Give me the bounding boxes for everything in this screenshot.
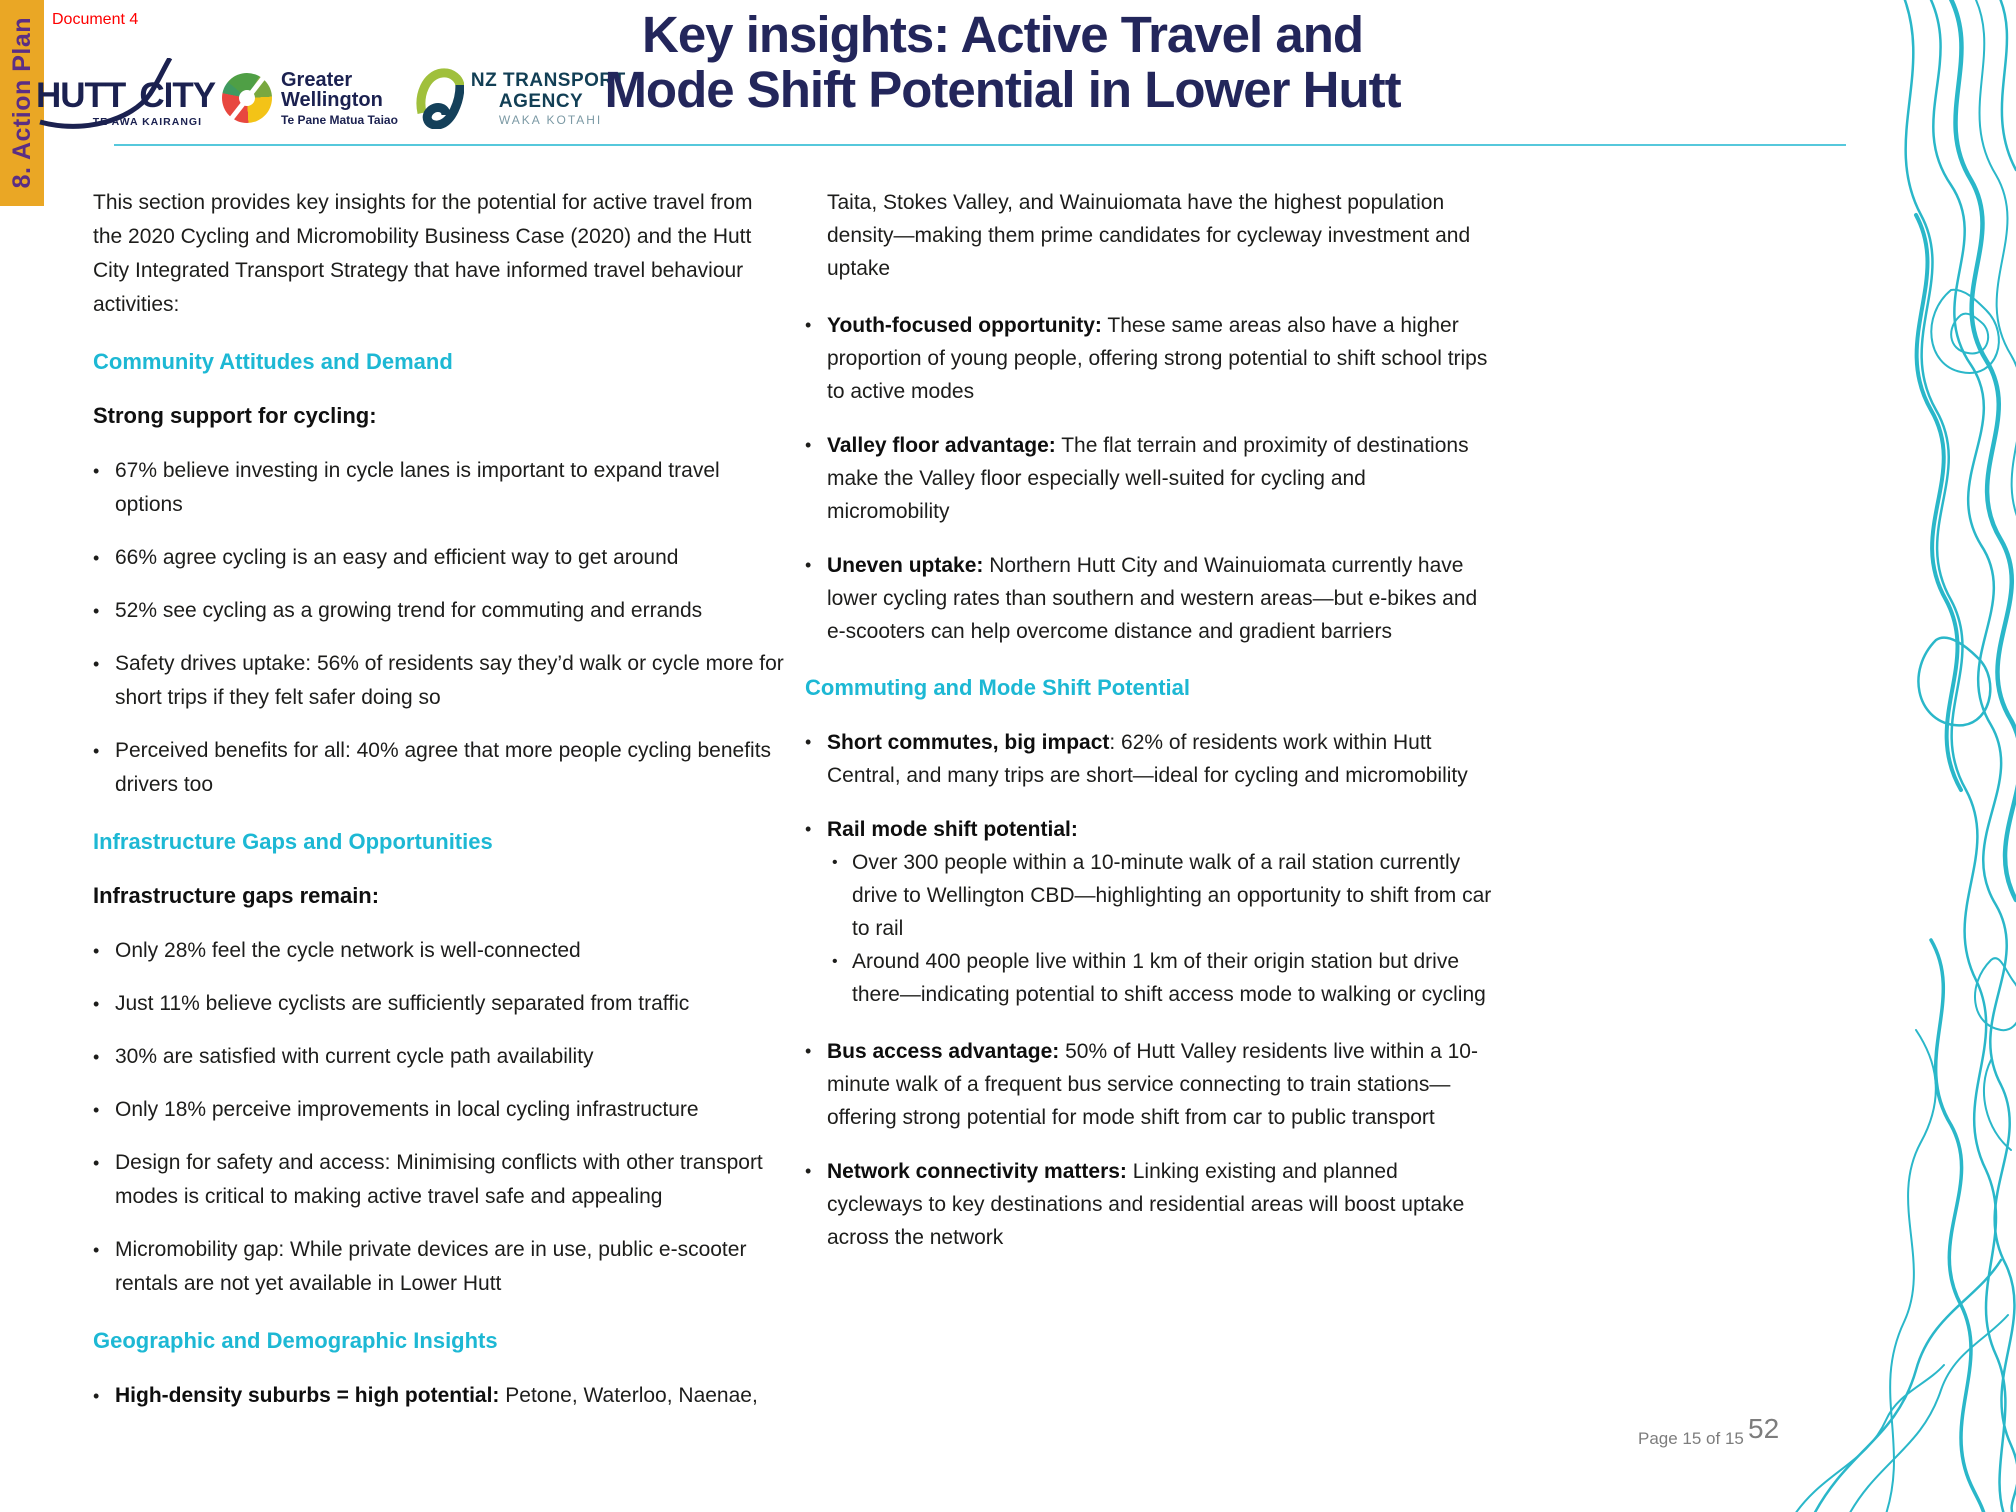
heading-commuting-mode-shift: Commuting and Mode Shift Potential	[805, 675, 1190, 700]
hutt-city-subtitle: TE AWA KAIRANGI	[92, 116, 202, 128]
list-item-bold: Uneven uptake:	[827, 554, 984, 577]
nzta-subtitle: WAKA KOTAHI	[498, 112, 603, 127]
list-item-bold: High-density suburbs = high potential:	[115, 1384, 500, 1407]
list-item-text	[827, 1035, 1493, 1134]
bullet-icon: •	[832, 953, 838, 970]
hutt-city-word2: CITY	[139, 76, 216, 115]
bullet-icon: •	[805, 315, 812, 335]
bullet-icon: •	[93, 548, 100, 568]
page-title-line2: Mode Shift Potential in Lower Hutt	[604, 60, 1401, 118]
list-item-text: Perceived benefits for all: 40% agree that more people cycling benefits drivers too	[115, 739, 772, 796]
bullet-list-geographic	[93, 1379, 787, 1413]
list-item	[93, 734, 787, 802]
hutt-city-word1: HUTT	[36, 76, 126, 115]
bullet-icon: •	[93, 1153, 100, 1173]
list-item-rest: These same areas also have a higher proportion of young people, offering strong potential to shift school trips to active modes	[827, 314, 1488, 403]
page-footer-label: Page 15 of 15	[1638, 1429, 1744, 1448]
page-title	[555, 8, 1450, 117]
list-item-text: 67% believe investing in cycle lanes is important to expand travel options	[115, 459, 720, 516]
list-item-text	[827, 309, 1493, 408]
list-item-text: Micromobility gap: While private devices are in use, public e-scooter rentals are not yet available in Lower Hutt	[115, 1238, 747, 1295]
sub-list-item	[832, 846, 1493, 945]
topographic-pattern-icon	[1786, 0, 2016, 1512]
bullet-icon: •	[805, 1041, 812, 1061]
list-item	[93, 594, 787, 628]
bullet-icon: •	[93, 994, 100, 1014]
list-item-bold: Youth-focused opportunity:	[827, 314, 1102, 337]
list-item	[805, 429, 1493, 528]
left-column	[93, 186, 787, 1413]
list-item	[93, 987, 787, 1021]
list-item	[93, 454, 787, 522]
list-item	[805, 1035, 1493, 1134]
greater-wellington-logo	[222, 70, 398, 126]
bullet-list-community	[93, 454, 787, 802]
list-item-text: Design for safety and access: Minimising conflicts with other transport modes is critical to making active travel safe and appealing	[115, 1151, 763, 1208]
sub-list-item-text: Around 400 people live within 1 km of their origin station but drive there—indicating potential to shift access mode to walking or cycling	[852, 950, 1486, 1006]
list-item	[93, 1379, 787, 1413]
list-item	[93, 1146, 787, 1214]
bullet-icon: •	[805, 435, 812, 455]
greater-wellington-subtitle: Te Pane Matua Taiao	[281, 112, 398, 127]
bullet-icon: •	[93, 741, 100, 761]
bullet-icon: •	[93, 601, 100, 621]
continuation-paragraph: Taita, Stokes Valley, and Wainuiomata have the highest population density—making them prime candidates for cycleway investment and uptake	[827, 191, 1471, 280]
bullet-icon: •	[832, 854, 838, 871]
sub-bullet-list-rail	[832, 846, 1493, 1011]
list-item	[93, 647, 787, 715]
bullet-icon: •	[805, 732, 812, 752]
nzta-line2: AGENCY	[498, 90, 584, 112]
list-item-bold: Network connectivity matters:	[827, 1160, 1127, 1183]
intro-paragraph: This section provides key insights for the potential for active travel from the 2020 Cycling and Micromobility Business Case (2020) and the Hutt City Integrated Transport Strategy that have informed travel behaviour activities:	[93, 191, 753, 316]
heading-geographic-insights: Geographic and Demographic Insights	[93, 1328, 498, 1353]
bullet-icon: •	[805, 555, 812, 575]
list-item-text: 30% are satisfied with current cycle path availability	[115, 1045, 594, 1068]
page-number: 52	[1748, 1413, 1780, 1444]
list-item-text: Safety drives uptake: 56% of residents say they’d walk or cycle more for short trips if they felt safer doing so	[115, 652, 784, 709]
bullet-icon: •	[93, 1047, 100, 1067]
bullet-icon: •	[93, 461, 100, 481]
list-item-bold: Bus access advantage:	[827, 1040, 1060, 1063]
list-item-bold: Valley floor advantage:	[827, 434, 1056, 457]
bullet-icon: •	[93, 1386, 100, 1406]
header-divider	[114, 144, 1846, 146]
list-item	[93, 1233, 787, 1301]
list-item-text	[827, 813, 1493, 846]
sub-list-item-text: Over 300 people within a 10-minute walk of a rail station currently drive to Wellington CBD—highlighting an opportunity to shift from car to rail	[852, 851, 1492, 940]
hutt-city-logo	[36, 58, 216, 138]
heading-community-attitudes: Community Attitudes and Demand	[93, 349, 453, 374]
greater-wellington-line2: Wellington	[281, 89, 383, 112]
bullet-icon: •	[93, 941, 100, 961]
list-item	[805, 309, 1493, 408]
list-item-text: 66% agree cycling is an easy and efficient way to get around	[115, 546, 679, 569]
nzta-line1: NZ TRANSPORT	[470, 69, 626, 91]
list-item	[93, 1040, 787, 1074]
bullet-list-demographic	[805, 309, 1493, 648]
list-item-bold: Rail mode shift potential:	[827, 818, 1078, 841]
list-item-text: Only 28% feel the cycle network is well-connected	[115, 939, 581, 962]
list-item-rest: 50% of Hutt Valley residents live within a 10-minute walk of a frequent bus service connecting to train stations—offering strong potential for mode shift from car to public transport	[827, 1040, 1478, 1129]
bullet-list-network	[805, 1035, 1493, 1254]
list-item-text: Only 18% perceive improvements in local cycling infrastructure	[115, 1098, 699, 1121]
bullet-list-commuting	[805, 726, 1493, 846]
subheading-strong-support: Strong support for cycling:	[93, 403, 377, 428]
greater-wellington-pinwheel-icon	[222, 73, 272, 123]
list-item-rest: Northern Hutt City and Wainuiomata currently have lower cycling rates than southern and western areas—but e-bikes and e-scooters can help overcome distance and gradient barriers	[827, 554, 1478, 643]
right-column	[805, 186, 1493, 1254]
subheading-gaps-remain: Infrastructure gaps remain:	[93, 883, 380, 908]
list-item-text	[115, 1379, 787, 1413]
logo-bar	[36, 56, 626, 140]
list-item-text	[827, 549, 1493, 648]
list-item-text	[827, 726, 1493, 792]
bullet-icon: •	[805, 1161, 812, 1181]
list-item	[805, 1155, 1493, 1254]
bullet-icon: •	[805, 819, 812, 839]
bullet-icon: •	[93, 1100, 100, 1120]
hutt-city-wordmark	[36, 76, 215, 116]
list-item-rest: Petone, Waterloo, Naenae,	[499, 1384, 758, 1407]
list-item	[93, 1093, 787, 1127]
list-item-text	[827, 429, 1493, 528]
list-item-text: Just 11% believe cyclists are sufficiently separated from traffic	[115, 992, 690, 1015]
bullet-icon: •	[93, 654, 100, 674]
greater-wellington-line1: Greater	[281, 68, 353, 91]
document-label: Document 4	[52, 11, 139, 28]
list-item-rest: The flat terrain and proximity of destinations make the Valley floor especially well-suited for cycling and micromobility	[827, 434, 1469, 523]
list-item-bold: Short commutes, big impact	[827, 731, 1110, 754]
greater-wellington-wordmark	[281, 70, 398, 126]
bullet-icon: •	[93, 1240, 100, 1260]
list-item	[93, 541, 787, 575]
list-item-rest: Linking existing and planned cycleways to key destinations and residential areas will boost uptake across the network	[827, 1160, 1465, 1249]
list-item	[805, 726, 1493, 792]
list-item-text	[827, 1155, 1493, 1254]
section-tab-label: 8. Action Plan	[7, 17, 36, 189]
list-item	[805, 549, 1493, 648]
list-item	[93, 934, 787, 968]
sub-list-item	[832, 945, 1493, 1011]
list-item-rest: : 62% of residents work within Hutt Central, and many trips are short—ideal for cycling and micromobility	[827, 731, 1468, 787]
list-item-text: 52% see cycling as a growing trend for commuting and errands	[115, 599, 703, 622]
page-title-line1: Key insights: Active Travel and	[641, 6, 1364, 63]
heading-infrastructure-gaps: Infrastructure Gaps and Opportunities	[93, 829, 493, 854]
nzta-koru-icon	[416, 67, 464, 129]
list-item	[805, 813, 1493, 846]
bullet-list-infrastructure	[93, 934, 787, 1301]
